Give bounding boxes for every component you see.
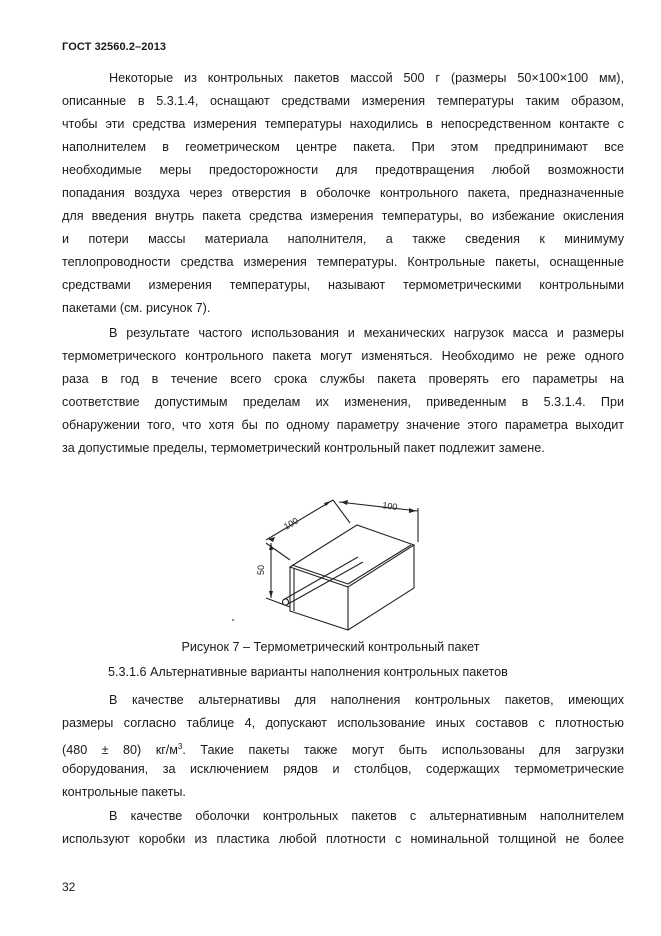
paragraph-line: за допустимые пределы, термометрический контрольный пакет подлежит замене. [62,441,545,455]
stray-dot [232,619,234,621]
paragraph-line: для введения внутрь пакета средства измерения температуры, во избежание окисления [62,209,624,223]
paragraph-line: оборудования, за исключением рядов и столбцов, содержащих термометрические [62,762,624,776]
paragraph-line: пакетами (см. рисунок 7). [62,301,211,315]
paragraph-line: раза в год в течение всего срока службы пакета проверять его параметры на [62,372,624,386]
figure-caption: Рисунок 7 – Термометрический контрольный пакет [181,640,480,654]
paragraph-line: В качестве оболочки контрольных пакетов с альтернативным наполнителем [109,809,624,823]
paragraph-line: соответствие допустимым пределам их изменения, приведенным в 5.3.1.4. При [62,395,624,409]
density-continuation: . Такие пакеты также могут быть использованы для загрузки [182,743,624,758]
density-unit-exponent: 3 [177,742,183,751]
document-header: ГОСТ 32560.2–2013 [62,41,167,53]
paragraph-line: В качестве альтернативы для наполнения контрольных пакетов, имеющих [109,693,624,707]
paragraph-line: размеры согласно таблице 4, допускают использование иных составов с плотностью [62,716,624,730]
paragraph-line: наполнителем в геометрическом центре пакета. При этом предпринимают все [62,140,624,154]
paragraph-line: термометрического контрольного пакета могут изменяться. Необходимо не реже одного [62,349,624,363]
paragraph-line: В результате частого использования и механических нагрузок масса и размеры [109,326,624,340]
dimension-height-label: 50 [256,564,266,575]
paragraph-line: Некоторые из контрольных пакетов массой 500 г (размеры 50×100×100 мм), [109,71,624,85]
dimension-width-label: 100 [381,500,398,513]
paragraph-line: и потери массы материала наполнителя, а также сведения к минимуму [62,232,624,246]
paragraph-line: обнаружении того, что хотя бы по одному параметру значение этого параметра выходит [62,418,624,432]
paragraph-line: чтобы эти средства измерения температуры находились в непосредственном контакте с [62,117,624,131]
section-heading: 5.3.1.6 Альтернативные варианты наполнения контрольных пакетов [108,665,508,679]
paragraph-line: необходимые меры предосторожности для предотвращения любой возможности [62,163,624,177]
paragraph-line: теплопроводности средства измерения температуры. Контрольные пакеты, оснащенные [62,255,624,269]
paragraph-line: контрольные пакеты. [62,785,186,799]
paragraph-line: средствами измерения температуры, называют термометрическими контрольными [62,278,624,292]
paragraph-line: попадания воздуха через отверстия в оболочке контрольного пакета, предназначенные [62,186,624,200]
density-value: (480 ± 80) кг/м [62,743,178,758]
paragraph-line: описанные в 5.3.1.4, оснащают средствами измерения температуры таким образом, [62,94,624,108]
paragraph-line: используют коробки из пластика любой плотности с номинальной толщиной не более [62,832,624,846]
dimension-depth-label: 100 [282,515,301,532]
page-number: 32 [62,880,76,894]
